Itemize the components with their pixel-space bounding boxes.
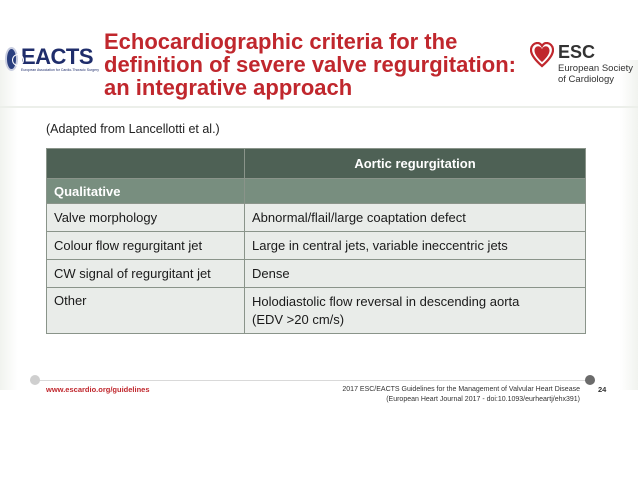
criteria-table [46,148,586,334]
eacts-logo [5,44,99,74]
header-divider [0,106,638,108]
footer-dot-left-icon [30,375,40,385]
title-line-3: an integrative approach [104,75,353,100]
table-row-label: Other [47,288,245,334]
footer-citation-line-1: 2017 ESC/EACTS Guidelines for the Management of Valvular Heart Disease [342,386,580,393]
eacts-logo-subtitle: European Association for Cardio-Thoracic Surgery [20,68,99,72]
table-section-label: Qualitative [47,179,245,204]
title-line-1: Echocardiographic criteria for the [104,29,458,54]
page-number: 24 [598,385,607,394]
table-header-row [47,149,586,179]
title-line-2: definition of severe valve regurgitation: [104,52,516,77]
table-header-cell-empty [47,149,245,179]
table-row-label: Colour flow regurgitant jet [47,232,245,260]
table-section-row [47,179,586,204]
left-edge-shade [0,60,18,390]
table-row-label: CW signal of regurgitant jet [47,260,245,288]
table-row-label: Valve morphology [47,204,245,232]
source-caption: (Adapted from Lancellotti et al.) [46,122,220,136]
guidelines-link[interactable]: www.escardio.org/guidelines [46,385,150,394]
table-row-value [245,288,586,334]
footer-divider [34,380,594,381]
table-row-value-line-2: (EDV >20 cm/s) [252,311,345,327]
footer-citation-line-2: (European Heart Journal 2017 - doi:10.1093/eurheartj/ehx391) [386,396,580,403]
table-row-value-line-1: Holodiastolic flow reversal in descending aorta [252,293,520,309]
esc-logo-fullname: European Society of Cardiology [558,63,633,85]
esc-heart-icon [530,42,554,68]
right-edge-shade [620,60,638,390]
slide-title [104,30,524,99]
table-header-aortic: Aortic regurgitation [245,149,586,179]
table-row [47,204,586,232]
esc-logo-name: ESC [558,42,596,62]
eacts-logo-word: EACTS [20,44,94,69]
table-row-value: Large in central jets, variable ineccentric jets [245,232,586,260]
footer-dot-right-icon [585,375,595,385]
table-section-empty [245,179,586,204]
table-row [47,288,586,334]
footer-citation [300,385,580,405]
table-row-value: Abnormal/flail/large coaptation defect [245,204,586,232]
table-row-value: Dense [245,260,586,288]
esc-logo [530,42,634,94]
eacts-seal-icon [5,47,18,71]
table-row [47,232,586,260]
table-row [47,260,586,288]
